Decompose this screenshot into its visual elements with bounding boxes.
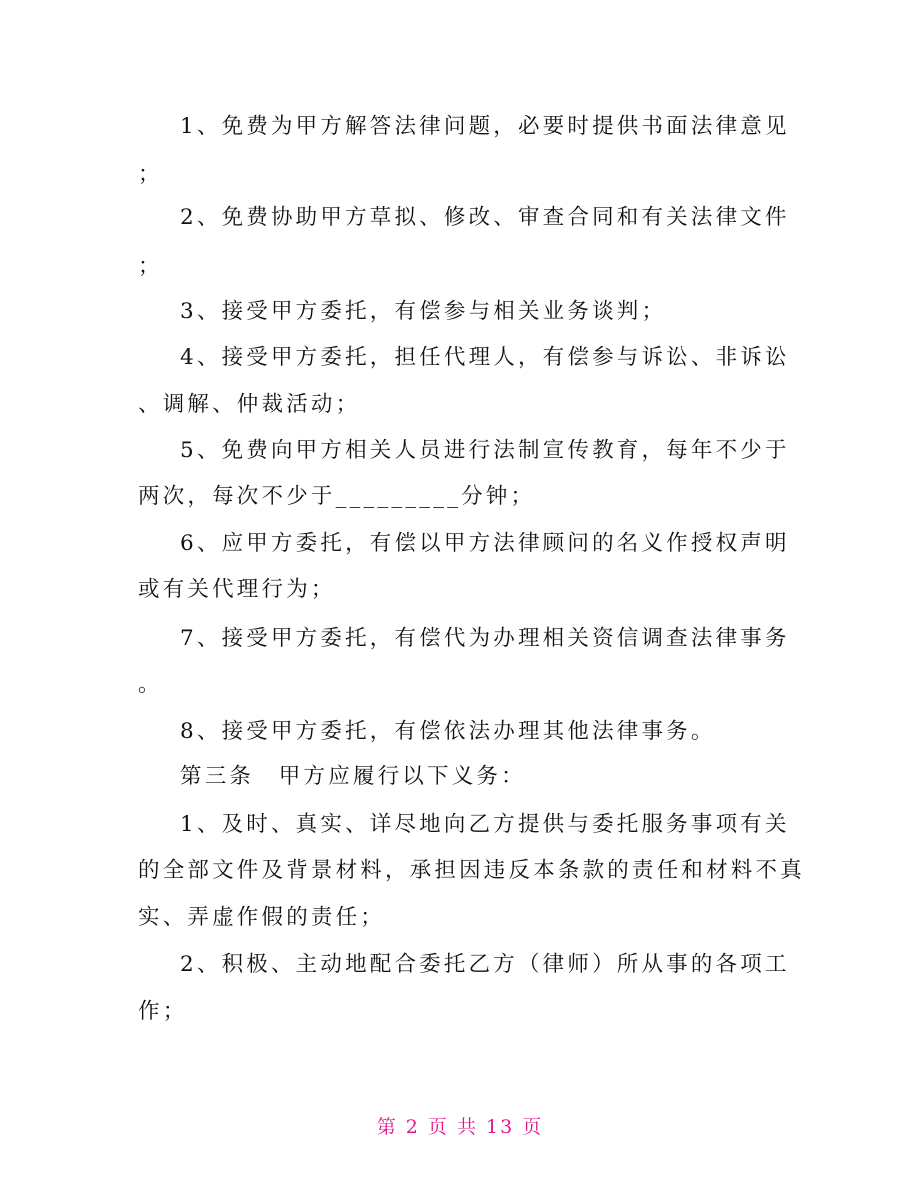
text-line: 。 xyxy=(138,672,163,697)
text-line: 2、免费协助甲方草拟、修改、审查合同和有关法律文件 xyxy=(180,205,790,230)
page-footer: 第 2 页 共 13 页 xyxy=(376,1116,544,1138)
text-line: 1、免费为甲方解答法律问题，必要时提供书面法律意见 xyxy=(180,114,790,139)
text-line: 6、应甲方委托，有偿以甲方法律顾问的名义作授权声明 xyxy=(180,531,790,556)
text-line: 两次，每次不少于_________分钟； xyxy=(138,484,536,509)
text-line: 8、接受甲方委托，有偿依法办理其他法律事务。 xyxy=(180,719,716,744)
text-line: 作； xyxy=(138,999,188,1024)
text-line: 5、免费向甲方相关人员进行法制宣传教育，每年不少于 xyxy=(180,438,790,463)
text-line: 4、接受甲方委托，担任代理人，有偿参与诉讼、非诉讼 xyxy=(180,345,790,370)
text-line: ； xyxy=(138,162,163,187)
article-heading: 第三条 甲方应履行以下义务： xyxy=(180,764,526,789)
text-line: ； xyxy=(138,254,163,279)
text-line: 1、及时、真实、详尽地向乙方提供与委托服务事项有关 xyxy=(180,812,790,837)
text-line: 、调解、仲裁活动； xyxy=(138,392,361,417)
text-line: 3、接受甲方委托，有偿参与相关业务谈判； xyxy=(180,299,667,324)
text-line: 的全部文件及背景材料，承担因违反本条款的责任和材料不真 xyxy=(138,858,805,883)
text-line: 7、接受甲方委托，有偿代为办理相关资信调查法律事务 xyxy=(180,626,790,651)
text-line: 实、弄虚作假的责任； xyxy=(138,905,386,930)
text-line: 或有关代理行为； xyxy=(138,577,336,602)
text-line: 2、积极、主动地配合委托乙方（律师）所从事的各项工 xyxy=(180,952,790,977)
